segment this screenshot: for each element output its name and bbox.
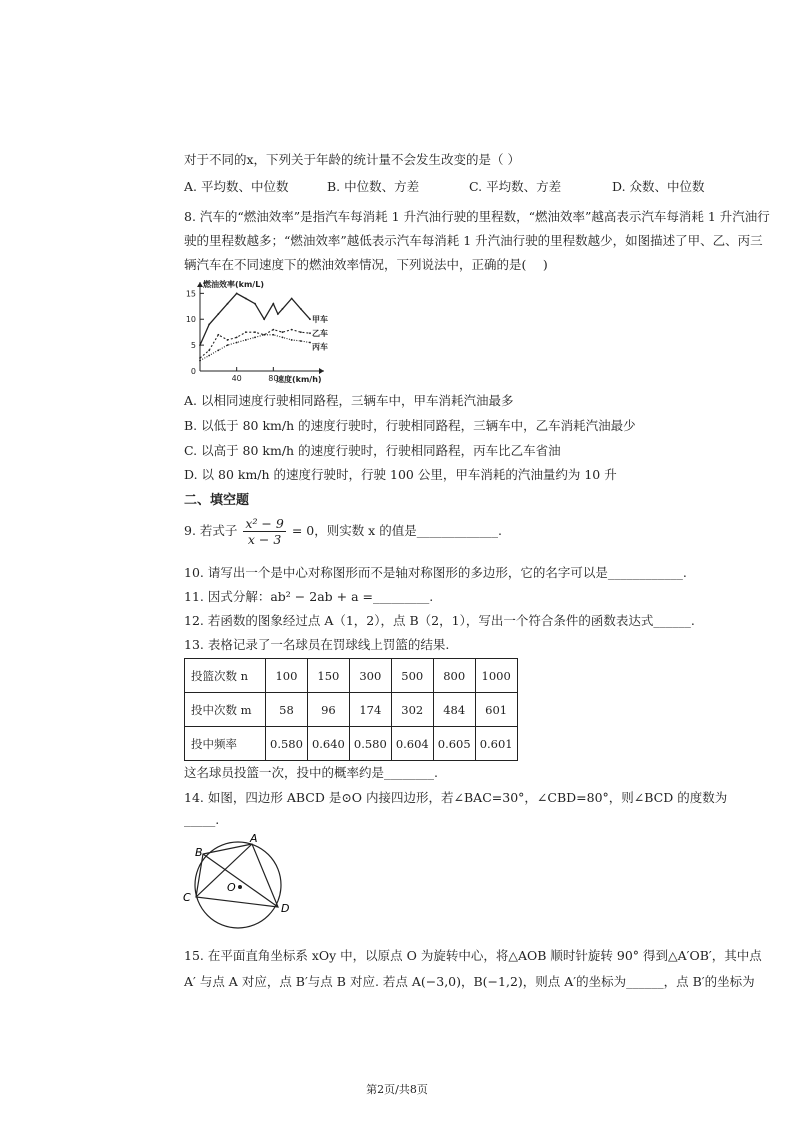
- data-point: [254, 336, 256, 338]
- table-cell: 0.604: [391, 727, 433, 761]
- data-point: [199, 360, 201, 362]
- data-point: [263, 318, 265, 320]
- data-point: [282, 336, 284, 338]
- data-point: [217, 313, 219, 315]
- label-c: C: [183, 891, 191, 904]
- series-line-2: [200, 330, 310, 359]
- data-point: [236, 342, 238, 344]
- table-row-label: 投篮次数 n: [185, 659, 266, 693]
- data-point: [300, 331, 302, 333]
- data-point: [309, 318, 311, 320]
- y-axis-label: 燃油效率(km/L): [203, 280, 264, 289]
- label-b: B: [195, 846, 203, 859]
- circle-quadrilateral-figure: [178, 832, 308, 932]
- table-cell: 58: [266, 693, 308, 727]
- table-cell: 0.580: [349, 727, 391, 761]
- x-tick-label: 40: [231, 374, 242, 383]
- data-point: [217, 334, 219, 336]
- x-axis-label: 速度(km/h): [276, 375, 322, 384]
- data-point: [199, 357, 201, 359]
- table-cell: 0.605: [433, 727, 475, 761]
- free-throw-table: [184, 658, 518, 761]
- table-row-label: 投中频率: [185, 727, 266, 761]
- y-tick-label: 0: [190, 367, 196, 376]
- data-point: [291, 298, 293, 300]
- table-row: [185, 693, 518, 727]
- q7-option-d: D. 众数、中位数: [612, 179, 705, 194]
- data-point: [291, 329, 293, 331]
- q7-option-a: A. 平均数、中位数: [184, 179, 289, 194]
- section-2-title: 二、填空题: [184, 493, 250, 508]
- q8-line-1: 8. 汽车的“燃油效率”是指汽车每消耗 1 升汽油行驶的里程数，“燃油效率”越高表示汽车每消耗 1 升汽油行: [184, 209, 770, 224]
- center-o-dot: [238, 885, 242, 889]
- label-a: A: [250, 832, 258, 845]
- q7-option-b: B. 中位数、方差: [327, 179, 420, 194]
- data-point: [309, 332, 311, 334]
- data-point: [263, 334, 265, 336]
- quadrilateral-abcd: [196, 844, 278, 907]
- q11: 11. 因式分解：ab² − 2ab + a =_________.: [184, 589, 434, 604]
- y-tick-label: 15: [185, 289, 196, 299]
- label-d: D: [281, 902, 290, 915]
- q12: 12. 若函数的图象经过点 A（1，2），点 B（2，1），写出一个符合条件的函数表达式______.: [184, 613, 695, 628]
- table-cell: 484: [433, 693, 475, 727]
- data-point: [245, 331, 247, 333]
- table-row-label: 投中次数 m: [185, 693, 266, 727]
- data-point: [254, 303, 256, 305]
- table-cell: 0.580: [266, 727, 308, 761]
- table-cell: 800: [433, 659, 475, 693]
- q9-denominator: x − 3: [247, 532, 282, 547]
- q9-prefix: 9. 若式子: [184, 523, 238, 538]
- data-point: [199, 344, 201, 346]
- q15-line-2: A′ 与点 A 对应，点 B′与点 B 对应. 若点 A(−3,0)，B(−1,2)，则点 A′的坐标为______，点 B′的坐标为: [184, 974, 755, 989]
- table-row: [185, 659, 518, 693]
- q7-option-c: C. 平均数、方差: [469, 179, 562, 194]
- data-point: [272, 334, 274, 336]
- fuel-efficiency-chart: [180, 278, 340, 386]
- data-point: [227, 339, 229, 341]
- data-point: [272, 303, 274, 305]
- series-label-3: 丙车: [312, 342, 328, 352]
- data-point: [282, 331, 284, 333]
- q13-tail: 这名球员投篮一次，投中的概率约是________.: [184, 765, 438, 780]
- data-point: [236, 336, 238, 338]
- q8-option-a: A. 以相同速度行驶相同路程，三辆车中，甲车消耗汽油最多: [184, 393, 514, 408]
- q13: 13. 表格记录了一名球员在罚球线上罚篮的结果.: [184, 637, 450, 652]
- data-point: [227, 303, 229, 305]
- q8-line-3: 辆汽车在不同速度下的燃油效率情况，下列说法中，正确的是( ): [184, 257, 548, 272]
- q7-tail: 对于不同的x，下列关于年龄的统计量不会发生改变的是（ ）: [184, 152, 521, 167]
- x-axis-arrow: [319, 368, 324, 374]
- table-cell: 96: [307, 693, 349, 727]
- table-cell: 302: [391, 693, 433, 727]
- table-cell: 1000: [475, 659, 517, 693]
- table-cell: 500: [391, 659, 433, 693]
- data-point: [227, 344, 229, 346]
- data-point: [309, 342, 311, 344]
- q8-option-c: C. 以高于 80 km/h 的速度行驶时，行驶相同路程，丙车比乙车省油: [184, 443, 561, 458]
- data-point: [300, 340, 302, 342]
- series-label-1: 甲车: [312, 315, 328, 325]
- q9-numerator: x² − 9: [245, 516, 284, 531]
- label-o: O: [227, 881, 236, 894]
- table-cell: 0.601: [475, 727, 517, 761]
- q8-option-b: B. 以低于 80 km/h 的速度行驶时，行驶相同路程，三辆车中，乙车消耗汽油最少: [184, 418, 636, 433]
- data-point: [272, 329, 274, 331]
- q9: [184, 516, 502, 547]
- data-point: [208, 324, 210, 326]
- q14-line-2: _____.: [184, 812, 220, 827]
- q15-line-1: 15. 在平面直角坐标系 xOy 中，以原点 O 为旋转中心，将△AOB 顺时针旋转 90° 得到△A′OB′，其中点: [184, 948, 762, 963]
- page-footer: 第2页/共8页: [366, 1083, 428, 1096]
- data-point: [245, 339, 247, 341]
- series-label-2: 乙车: [312, 329, 328, 339]
- data-point: [217, 349, 219, 351]
- data-point: [282, 308, 284, 310]
- data-point: [300, 308, 302, 310]
- q9-fraction: [243, 516, 285, 547]
- diagonal-ac: [196, 844, 252, 897]
- table-cell: 0.640: [307, 727, 349, 761]
- q8-line-2: 驶的里程数越多；“燃油效率”越低表示汽车每消耗 1 升汽油行驶的里程数越少，如图描述了甲、乙、丙三: [184, 233, 763, 248]
- table-row: [185, 727, 518, 761]
- data-point: [291, 339, 293, 341]
- y-tick-label: 10: [185, 315, 196, 325]
- q10: 10. 请写出一个是中心对称图形而不是轴对称图形的多边形，它的名字可以是____________.: [184, 565, 687, 580]
- q9-suffix: = 0，则实数 x 的值是_____________.: [291, 523, 502, 538]
- data-point: [208, 355, 210, 357]
- data-point: [245, 298, 247, 300]
- table-cell: 601: [475, 693, 517, 727]
- x-tick-label: 80: [268, 374, 279, 383]
- table-cell: 100: [266, 659, 308, 693]
- data-point: [277, 313, 279, 315]
- table-cell: 174: [349, 693, 391, 727]
- data-point: [236, 292, 238, 294]
- table-cell: 300: [349, 659, 391, 693]
- y-tick-label: 5: [190, 341, 196, 351]
- q14-line-1: 14. 如图，四边形 ABCD 是⊙O 内接四边形，若∠BAC=30°，∠CBD=80°，则∠BCD 的度数为: [184, 790, 728, 805]
- data-point: [208, 349, 210, 351]
- data-point: [254, 331, 256, 333]
- q8-option-d: D. 以 80 km/h 的速度行驶时，行驶 100 公里，甲车消耗的汽油量约为 10 升: [184, 467, 617, 482]
- table-cell: 150: [307, 659, 349, 693]
